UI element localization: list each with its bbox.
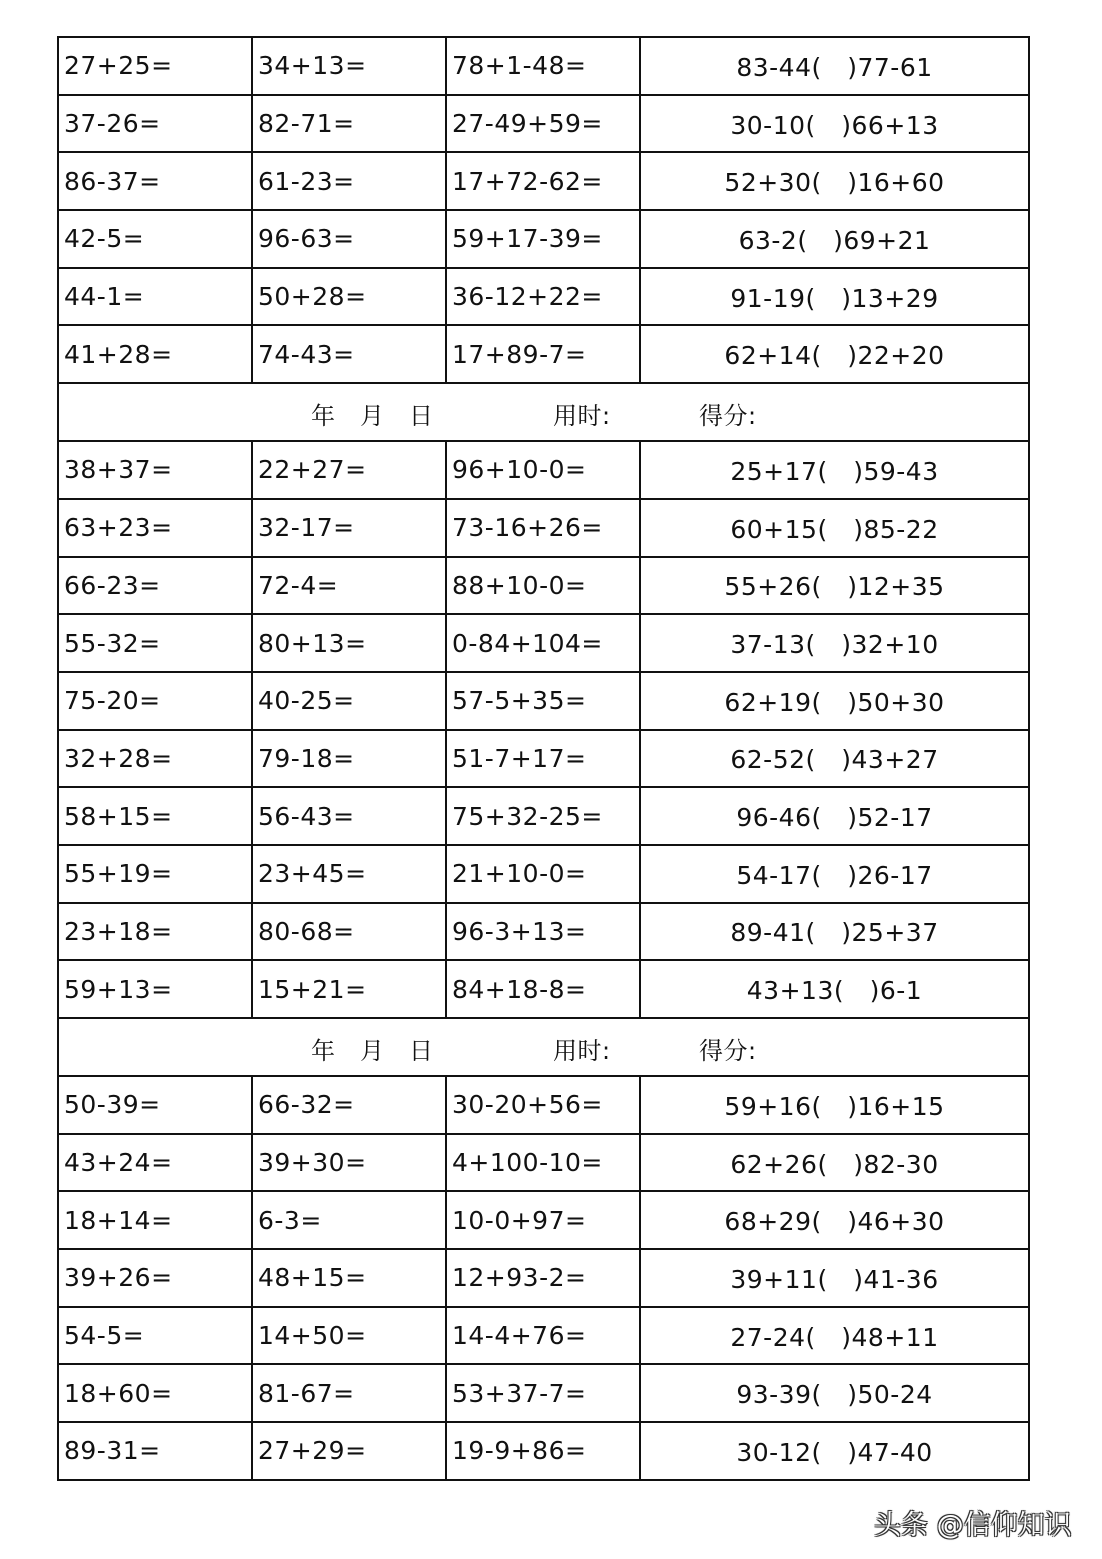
- arithmetic-problem: 32+28=: [58, 730, 252, 788]
- arithmetic-problem: 0-84+104=: [446, 614, 640, 672]
- comparison-problem: 62+19( )50+30: [640, 672, 1029, 730]
- arithmetic-problem: 19-9+86=: [446, 1422, 640, 1480]
- arithmetic-problem: 36-12+22=: [446, 268, 640, 326]
- arithmetic-problem: 23+45=: [252, 845, 446, 903]
- comparison-problem: 62+26( )82-30: [640, 1134, 1029, 1192]
- arithmetic-problem: 81-67=: [252, 1364, 446, 1422]
- arithmetic-problem: 96+10-0=: [446, 441, 640, 499]
- arithmetic-problem: 96-63=: [252, 210, 446, 268]
- comparison-problem: 59+16( )16+15: [640, 1076, 1029, 1134]
- arithmetic-problem: 48+15=: [252, 1249, 446, 1307]
- arithmetic-problem: 74-43=: [252, 325, 446, 383]
- arithmetic-problem: 53+37-7=: [446, 1364, 640, 1422]
- problem-row: [58, 960, 1029, 1018]
- arithmetic-problem: 75-20=: [58, 672, 252, 730]
- comparison-problem: 27-24( )48+11: [640, 1307, 1029, 1365]
- date-label: 年 月 日: [311, 402, 434, 431]
- arithmetic-problem: 55-32=: [58, 614, 252, 672]
- arithmetic-problem: 42-5=: [58, 210, 252, 268]
- arithmetic-problem: 75+32-25=: [446, 787, 640, 845]
- arithmetic-problem: 30-20+56=: [446, 1076, 640, 1134]
- arithmetic-problem: 37-26=: [58, 95, 252, 153]
- arithmetic-problem: 27-49+59=: [446, 95, 640, 153]
- comparison-problem: 25+17( )59-43: [640, 441, 1029, 499]
- comparison-problem: 96-46( )52-17: [640, 787, 1029, 845]
- arithmetic-problem: 80+13=: [252, 614, 446, 672]
- comparison-problem: 52+30( )16+60: [640, 152, 1029, 210]
- problem-row: [58, 441, 1029, 499]
- arithmetic-problem: 41+28=: [58, 325, 252, 383]
- arithmetic-problem: 12+93-2=: [446, 1249, 640, 1307]
- arithmetic-problem: 66-32=: [252, 1076, 446, 1134]
- arithmetic-problem: 72-4=: [252, 557, 446, 615]
- worksheet-table: [57, 36, 1030, 1481]
- arithmetic-problem: 23+18=: [58, 903, 252, 961]
- arithmetic-problem: 15+21=: [252, 960, 446, 1018]
- problem-row: [58, 730, 1029, 788]
- arithmetic-problem: 27+25=: [58, 37, 252, 95]
- arithmetic-problem: 54-5=: [58, 1307, 252, 1365]
- section-header: [58, 1018, 1029, 1076]
- problem-row: [58, 787, 1029, 845]
- problem-row: [58, 152, 1029, 210]
- problem-row: [58, 1249, 1029, 1307]
- comparison-problem: 62+14( )22+20: [640, 325, 1029, 383]
- arithmetic-problem: 80-68=: [252, 903, 446, 961]
- arithmetic-problem: 57-5+35=: [446, 672, 640, 730]
- problem-row: [58, 614, 1029, 672]
- comparison-problem: 30-10( )66+13: [640, 95, 1029, 153]
- comparison-problem: 55+26( )12+35: [640, 557, 1029, 615]
- comparison-problem: 63-2( )69+21: [640, 210, 1029, 268]
- comparison-problem: 83-44( )77-61: [640, 37, 1029, 95]
- comparison-problem: 68+29( )46+30: [640, 1191, 1029, 1249]
- comparison-problem: 37-13( )32+10: [640, 614, 1029, 672]
- arithmetic-problem: 40-25=: [252, 672, 446, 730]
- arithmetic-problem: 58+15=: [58, 787, 252, 845]
- problem-row: [58, 903, 1029, 961]
- arithmetic-problem: 6-3=: [252, 1191, 446, 1249]
- comparison-problem: 93-39( )50-24: [640, 1364, 1029, 1422]
- arithmetic-problem: 14-4+76=: [446, 1307, 640, 1365]
- problem-row: [58, 268, 1029, 326]
- arithmetic-problem: 84+18-8=: [446, 960, 640, 1018]
- arithmetic-problem: 4+100-10=: [446, 1134, 640, 1192]
- arithmetic-problem: 27+29=: [252, 1422, 446, 1480]
- problem-row: [58, 1076, 1029, 1134]
- problem-row: [58, 499, 1029, 557]
- section-header-row: [58, 1018, 1029, 1076]
- arithmetic-problem: 10-0+97=: [446, 1191, 640, 1249]
- arithmetic-problem: 17+72-62=: [446, 152, 640, 210]
- arithmetic-problem: 51-7+17=: [446, 730, 640, 788]
- section-header: [58, 383, 1029, 441]
- arithmetic-problem: 50-39=: [58, 1076, 252, 1134]
- arithmetic-problem: 39+26=: [58, 1249, 252, 1307]
- problem-row: [58, 1422, 1029, 1480]
- problem-row: [58, 325, 1029, 383]
- arithmetic-problem: 59+17-39=: [446, 210, 640, 268]
- arithmetic-problem: 38+37=: [58, 441, 252, 499]
- problem-row: [58, 845, 1029, 903]
- problem-row: [58, 672, 1029, 730]
- arithmetic-problem: 18+60=: [58, 1364, 252, 1422]
- arithmetic-problem: 59+13=: [58, 960, 252, 1018]
- problem-row: [58, 1191, 1029, 1249]
- arithmetic-problem: 18+14=: [58, 1191, 252, 1249]
- time-used-label: 用时:: [553, 1037, 611, 1065]
- date-label: 年 月 日: [311, 1037, 434, 1065]
- arithmetic-problem: 73-16+26=: [446, 499, 640, 557]
- comparison-problem: 89-41( )25+37: [640, 903, 1029, 961]
- arithmetic-problem: 82-71=: [252, 95, 446, 153]
- arithmetic-problem: 34+13=: [252, 37, 446, 95]
- arithmetic-problem: 61-23=: [252, 152, 446, 210]
- score-label: 得分:: [699, 402, 757, 431]
- problem-row: [58, 210, 1029, 268]
- comparison-problem: 91-19( )13+29: [640, 268, 1029, 326]
- arithmetic-problem: 22+27=: [252, 441, 446, 499]
- comparison-problem: 30-12( )47-40: [640, 1422, 1029, 1480]
- arithmetic-problem: 43+24=: [58, 1134, 252, 1192]
- section-header-row: [58, 383, 1029, 441]
- arithmetic-problem: 78+1-48=: [446, 37, 640, 95]
- time-used-label: 用时:: [553, 402, 611, 431]
- arithmetic-problem: 21+10-0=: [446, 845, 640, 903]
- problem-row: [58, 557, 1029, 615]
- arithmetic-problem: 66-23=: [58, 557, 252, 615]
- arithmetic-problem: 17+89-7=: [446, 325, 640, 383]
- problem-row: [58, 1307, 1029, 1365]
- comparison-problem: 43+13( )6-1: [640, 960, 1029, 1018]
- arithmetic-problem: 79-18=: [252, 730, 446, 788]
- comparison-problem: 60+15( )85-22: [640, 499, 1029, 557]
- arithmetic-problem: 50+28=: [252, 268, 446, 326]
- arithmetic-problem: 86-37=: [58, 152, 252, 210]
- arithmetic-problem: 63+23=: [58, 499, 252, 557]
- arithmetic-problem: 89-31=: [58, 1422, 252, 1480]
- comparison-problem: 39+11( )41-36: [640, 1249, 1029, 1307]
- arithmetic-problem: 32-17=: [252, 499, 446, 557]
- arithmetic-problem: 14+50=: [252, 1307, 446, 1365]
- problem-row: [58, 37, 1029, 95]
- arithmetic-problem: 39+30=: [252, 1134, 446, 1192]
- arithmetic-problem: 88+10-0=: [446, 557, 640, 615]
- arithmetic-problem: 56-43=: [252, 787, 446, 845]
- arithmetic-problem: 44-1=: [58, 268, 252, 326]
- problem-row: [58, 1364, 1029, 1422]
- problem-row: [58, 1134, 1029, 1192]
- watermark: 头条 @信仰知识: [874, 1510, 1072, 1541]
- comparison-problem: 54-17( )26-17: [640, 845, 1029, 903]
- problem-row: [58, 95, 1029, 153]
- arithmetic-problem: 55+19=: [58, 845, 252, 903]
- comparison-problem: 62-52( )43+27: [640, 730, 1029, 788]
- arithmetic-problem: 96-3+13=: [446, 903, 640, 961]
- score-label: 得分:: [699, 1037, 757, 1065]
